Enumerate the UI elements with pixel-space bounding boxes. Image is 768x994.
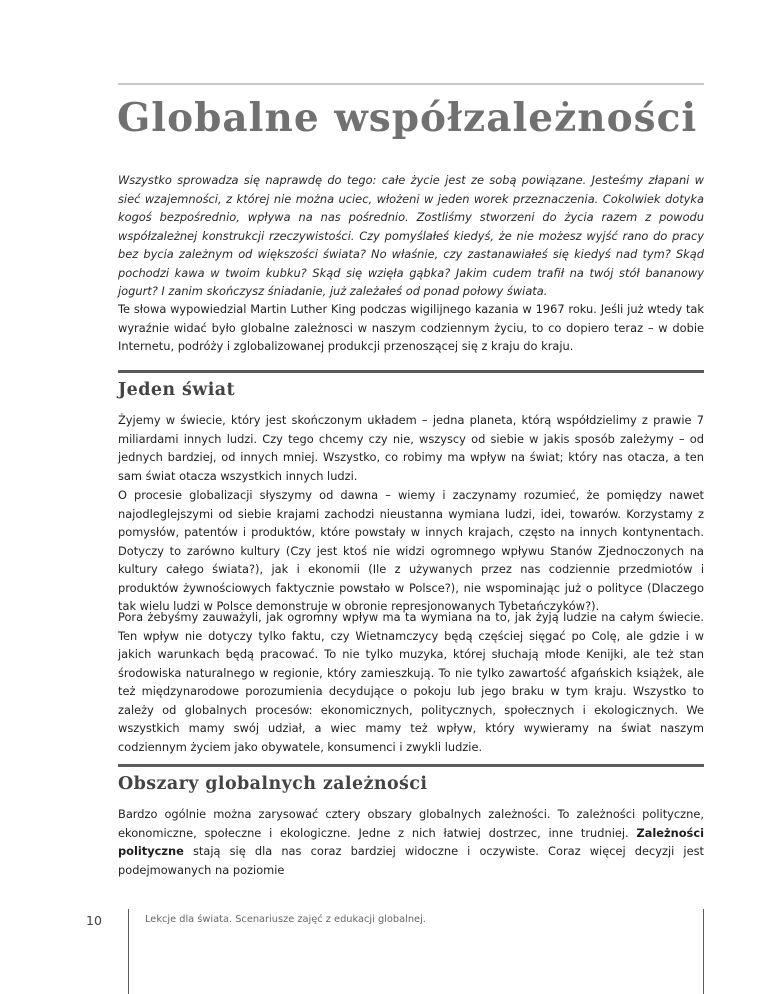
footer-divider [128,909,129,994]
top-divider [118,83,704,85]
section2-paragraph [118,805,704,879]
section-divider [118,764,704,767]
paragraph-text: Bardzo ogólnie można zarysować cztery obszary globalnych zależności. To zależności polityczne, ekonomiczne, społeczne i ekologiczne. Jedne z nich łatwiej dostrzec, inne trudniej. [118,807,704,840]
section-divider [118,370,704,373]
section-heading: Obszary globalnych zależności [118,774,428,794]
emphasis-text: Zależności polityczne [118,825,704,858]
page-number: 10 [86,913,102,928]
paragraph-text: stają się dla nas coraz bardziej widoczne i oczywiste. Coraz więcej decyzji jest podejmowanych na poziomie [118,844,704,877]
page-title: Globalne współzależności [117,95,698,141]
intro-paragraph: Te słowa wypowiedzial Martin Luther King podczas wigilijnego kazania w 1967 roku. Jeśli już wtedy tak wyraźnie widać było globalne zależnosci w naszym codziennym życiu, to co dopiero teraz – w dobie Internetu, podróży i zglobalizowanej produkcji przenoszącej się z kraju do kraju. [118,302,704,353]
section1-paragraph: O procesie globalizacji słyszymy od dawna – wiemy i zaczynamy rozumieć, że pomiędzy nawet najodleglejszymi od siebie krajami zachodzi nieustanna wymiana ludzi, idei, towarów. Korzystamy z pomysłów, patentów i produktów, które powstały w innych krajach, często na innych kontynentach. Dotyczy to zarówno kultury (Czy jest ktoś nie widzi ogromnego wpływu Stanów Zjednoczonych na kultury całego świata?), jak i ekonomii (Ile z używanych przez nas codziennie przedmiotów i produktów żywnościowych faktycznie powstało w Polsce?), nie wspominając już o polityce (Dlaczego tak wielu ludzi w Polsce demonstruje w obronie represjonowanych Tybetańczyków?). [118,488,704,613]
section-heading: Jeden świat [118,380,235,400]
section1-paragraph: Pora żebyśmy zauważyli, jak ogromny wpływ ma ta wymiana na to, jak żyją ludzie na całym świecie. Ten wpływ nie dotyczy tylko faktu, czy Wietnamczycy będą częściej sięgać po Colę, ale gdzie i w jakich warunkach będą pracować. To nie tylko muzyka, której słuchają młode Kenijki, ale też stan środowiska naturalnego w regionie, który zamieszkują. To nie tylko zawartość afgańskich książek, ale też międzynarodowe porozumienia decydujące o pokoju lub jego braku w tym kraju. Wszystko to zależy od globalnych procesów: ekonomicznych, politycznych, społecznych i ekologicznych. We wszystkich mamy swój udział, a wiec mamy też wpływ, który wywieramy na świat naszym codziennym życiem jako obywatele, konsumenci i zwykli ludzie. [118,610,704,754]
intro-quote: Wszystko sprowadza się naprawdę do tego: całe życie jest ze sobą powiązane. Jesteśmy złapani w sieć wzajemności, z której nie można uciec, włożeni w jeden worek przeznaczenia. Cokolwiek dotyka kogoś bezpośrednio, wpływa na nas pośrednio. Zostliśmy stworzeni do życia razem z powodu współzależnej konstrukcji rzeczywistości. Czy pomyślałeś kiedyś, że nie możesz wyjść rano do pracy bez bycia zależnym od większości świata? No właśnie, czy zastanawiałeś się kiedyś nad tym? Skąd pochodzi kawa w twoim kubku? Skąd się wzięła gąbka? Jakim cudem trafił na twój stół bananowy jogurt? I zanim skończysz śniadanie, już zależałeś od ponad połowy świata. [118,173,704,298]
section1-paragraph: Żyjemy w świecie, który jest skończonym układem – jedna planeta, którą współdzielimy z prawie 7 miliardami innych ludzi. Czy tego chcemy czy nie, wszyscy od siebie w jakis sposób zależymy – od jednych bardziej, od innych mniej. Wszystko, co robimy ma wpływ na świat; który nas otacza, a ten sam świat otacza wszystkich innych ludzi. [118,413,704,483]
footer-divider [703,909,704,994]
footer-text: Lekcje dla świata. Scenariusze zajęć z edukacji globalnej. [145,914,426,925]
